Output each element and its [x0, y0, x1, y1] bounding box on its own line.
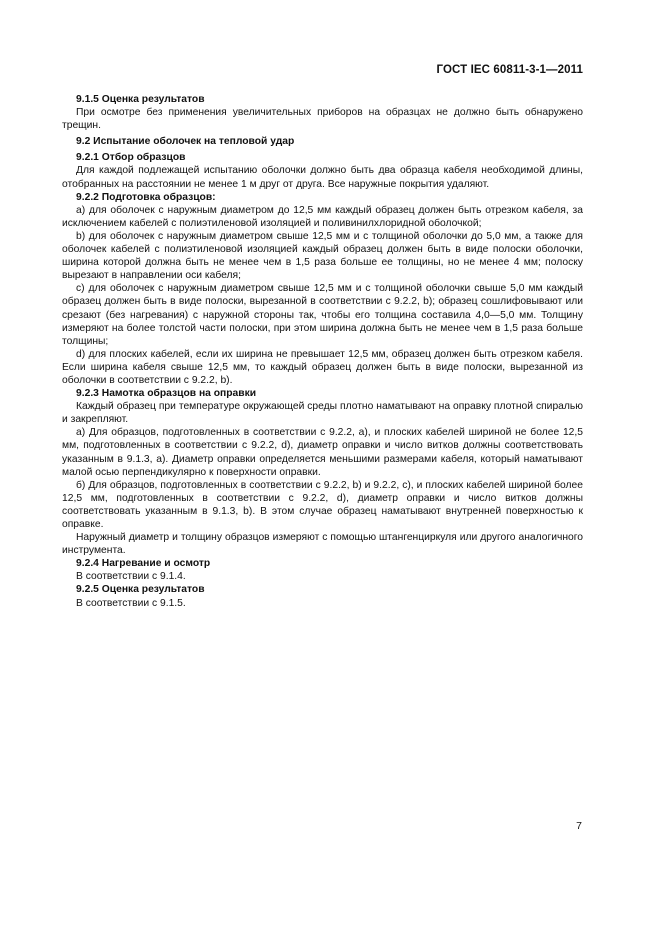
paragraph-9-2-5: В соответствии с 9.1.5.: [76, 597, 186, 609]
list-item-9-2-2-d: d) для плоских кабелей, если их ширина не превышает 12,5 мм, образец должен быть отрезком кабеля. Если ширина кабеля свыше 12,5 мм, то каждый образец должен быть в виде полоски, вырезанной из оболочки в соответствии с 9.2.2, b).: [62, 348, 583, 386]
section-heading-9-2-1: 9.2.1 Отбор образцов: [76, 152, 186, 164]
list-item-9-2-2-b: b) для оболочек с наружным диаметром свыше 12,5 мм и с толщиной оболочки до 5,0 мм, а также для оболочек кабелей с полиэтиленовой изоляцией каждый образец должен быть в виде полоски оболочки, ширина которой должна быть не менее чем в 1,5 раза больше ее толщины, но не менее 4 мм; полоску вырезают в направлении оси кабеля;: [62, 230, 583, 282]
paragraph-9-2-4: В соответствии с 9.1.4.: [76, 571, 186, 583]
document-header-code: ГОСТ IEC 60811-3-1—2011: [436, 64, 583, 76]
list-item-9-2-3-b: б) Для образцов, подготовленных в соответствии с 9.2.2, b) и 9.2.2, с), и плоских кабелей шириной более 12,5 мм, подготовленных в соответствии с 9.2.2, d), диаметр оправки и число витков должны соответствовать указанным в 9.1.3, b). В этом случае образец наматывают внутренней поверхностью к оправке.: [62, 479, 583, 530]
document-body: [62, 93, 583, 610]
section-heading-9-2-2: 9.2.2 Подготовка образцов:: [76, 191, 216, 203]
section-heading-9-2-5: 9.2.5 Оценка результатов: [76, 584, 205, 596]
page-number: 7: [576, 820, 582, 832]
list-item-9-2-3-a: а) Для образцов, подготовленных в соответствии с 9.2.2, а), и плоских кабелей шириной не более 12,5 мм, подготовленных в соответствии с 9.2.2, d), диаметр оправки и число витков должны соответствовать указанным в 9.1.3, а). Диаметр оправки определяется меньшими размерами кабеля, который наматывают малой осью перпендикулярно к поверхности оправки.: [62, 427, 583, 478]
list-item-9-2-2-a: а) для оболочек с наружным диаметром до 12,5 мм каждый образец должен быть отрезком кабеля, за исключением кабелей с полиэтиленовой изоляцией и поливинилхлоридной оболочкой;: [62, 204, 583, 229]
section-heading-9-2: 9.2 Испытание оболочек на тепловой удар: [76, 136, 295, 148]
section-heading-9-1-5: 9.1.5 Оценка результатов: [76, 94, 205, 105]
section-heading-9-2-3: 9.2.3 Намотка образцов на оправки: [76, 388, 257, 400]
paragraph-9-2-3-measure: Наружный диаметр и толщину образцов измеряют с помощью штангенциркуля или другого аналогичного инструмента.: [62, 532, 583, 557]
section-heading-9-2-4: 9.2.4 Нагревание и осмотр: [76, 558, 211, 570]
paragraph-9-2-3: Каждый образец при температуре окружающей среды плотно наматывают на оправку плотной спиралью и закрепляют.: [62, 401, 583, 426]
paragraph-9-2-1: Для каждой подлежащей испытанию оболочки должно быть два образца кабеля необходимой длины, отобранных на расстоянии не менее 1 м друг от друга. Все наружные покрытия удаляют.: [62, 165, 583, 190]
list-item-9-2-2-c: c) для оболочек с наружным диаметром свыше 12,5 мм и с толщиной оболочки свыше 5,0 мм каждый образец должен быть в виде полоски, вырезанной в соответствии с 9.2.2, b); образец сошлифовывают или срезают (без нагревания) с наружной стороны так, чтобы его толщина составила 4,0—5,0 мм. Толщину измеряют на более толстой части полоски, при этом ширина должна быть не менее чем в 1,5 раза больше толщины;: [62, 283, 583, 347]
paragraph-9-1-5: При осмотре без применения увеличительных приборов на образцах не должно быть обнаружено трещин.: [62, 107, 583, 132]
